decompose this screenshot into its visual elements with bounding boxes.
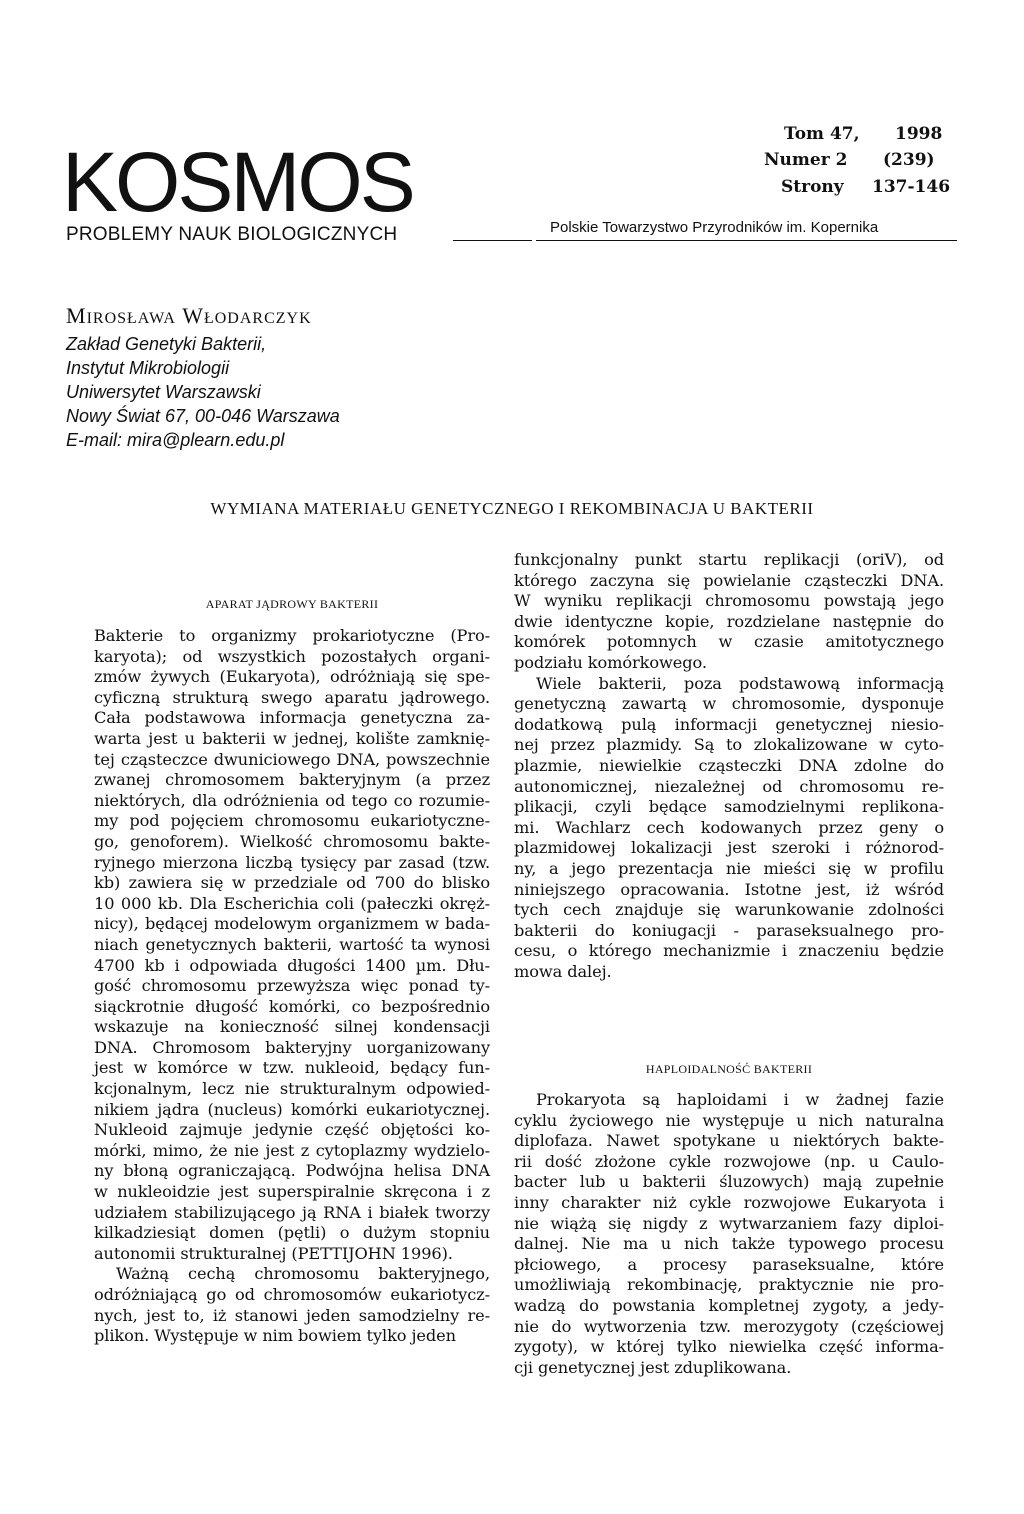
text-line: kilkadziesiąt domen (pętli) o dużym stopniu	[94, 1223, 490, 1243]
text-line: bacter lub u bakterii śluzowych) mają zupełnie	[514, 1172, 944, 1192]
text-line: nej przez plazmidy. Są to zlokalizowane w cyto-	[514, 735, 944, 755]
text-line: ryjnego mierzona liczbą tysięcy par zasad (tzw.	[94, 852, 490, 872]
text-line: bakterii do koniugacji - paraseksualnego pro-	[514, 920, 944, 940]
text-line: nie wiążą się nigdy z wytwarzaniem fazy diploi-	[514, 1213, 944, 1233]
text-line: Prokaryota są haploidami i w żadnej fazie	[536, 1090, 944, 1109]
text-line: cesu, o którego mechanizmie i znaczeniu będzie	[514, 941, 944, 961]
text-line: genetyczną zawartą w chromosomie, dysponuje	[514, 694, 944, 714]
text-line: warta jest u bakterii w jednej, kolište zamknię-	[94, 728, 490, 748]
publisher: Polskie Towarzystwo Przyrodników im. Kopernika	[550, 219, 879, 236]
text-line: DNA. Chromosom bakteryjny uorganizowany	[94, 1037, 490, 1057]
text-line: nikiem jądra (nucleus) komórki eukariotycznej.	[94, 1099, 490, 1119]
header-rule-left	[453, 240, 532, 241]
affiliation-address: Nowy Świat 67, 00-046 Warszawa	[66, 406, 340, 426]
text-line: udziałem stabilizującego ją RNA i białek tworzy	[94, 1202, 490, 1222]
text-line: zwanej chromosomem bakteryjnym (a przez	[94, 770, 490, 790]
section-heading-haploidy: HAPLOIDALNOŚĆ BAKTERII	[645, 1062, 813, 1076]
right-column-text	[514, 550, 944, 982]
text-line: komórek potomnych w czasie amitotycznego	[514, 632, 944, 652]
text-line: w nukleoidzie jest superspiralnie skręcona i z	[94, 1182, 490, 1202]
text-line: Ważną cechą chromosomu bakteryjnego,	[116, 1264, 490, 1284]
text-line: autonomicznej, niezależnej od chromosomu re-	[514, 776, 944, 796]
text-line: nych, jest to, iż stanowi jeden samodzielny re-	[94, 1305, 490, 1325]
text-line: cji genetycznej jest zduplikowana.	[514, 1357, 792, 1377]
text-line: mowa dalej.	[514, 961, 612, 981]
text-line: mi. Wachlarz cech kodowanych przez geny o	[514, 817, 944, 837]
volume-label: Tom 47,	[784, 124, 860, 144]
text-line: tej cząsteczce dwuniciowego DNA, powszechnie	[94, 749, 490, 769]
text-line: podziału komórkowego.	[514, 652, 707, 672]
text-line: go, genoforem). Wielkość chromosomu bakte-	[94, 831, 490, 851]
text-line: Bakterie to organizmy prokariotyczne (Pro-	[94, 626, 490, 645]
text-line: kcjonalnym, lecz nie strukturalnym odpowied-	[94, 1079, 490, 1099]
affiliation-institute: Instytut Mikrobiologii	[66, 358, 230, 378]
number-value: (239)	[883, 150, 935, 170]
header-rule-right	[536, 240, 957, 241]
text-line: dwie identyczne kopie, rozdzielane następnie do	[514, 611, 944, 631]
text-line: plazmie, niewielkie cząsteczki DNA zdolne do	[514, 755, 944, 775]
text-line: nie do wytworzenia tzw. merozygoty (częściowej	[514, 1316, 944, 1336]
affiliation-department: Zakład Genetyki Bakterii,	[66, 334, 267, 354]
text-line: siąckrotnie długość komórki, co bezpośrednio	[94, 996, 490, 1016]
text-line: jest w komórce w tzw. nukleoid, będący fun-	[94, 1058, 490, 1078]
text-line: odróżniającą go od chromosomów eukariotycz-	[94, 1285, 490, 1304]
text-line: W wyniku replikacji chromosomu powstają jego	[514, 591, 944, 611]
text-line: wadzą do powstania kompletnej zygoty, a jedy-	[514, 1295, 944, 1315]
text-line: funkcjonalny punkt startu replikacji (oriV), od	[514, 550, 944, 569]
text-line: kb) zawiera się w przedziale od 700 do blisko	[94, 873, 490, 893]
article-title: WYMIANA MATERIAŁU GENETYCZNEGO I REKOMBINACJA U BAKTERII	[210, 499, 814, 518]
section-heading-nuclear-apparatus: APARAT JĄDROWY BAKTERII	[205, 597, 379, 611]
text-line: plikon. Występuje w nim bowiem tylko jeden	[94, 1326, 456, 1346]
pages-label: Strony	[781, 177, 844, 197]
text-line: mórki, mimo, że nie jest z cytoplazmy wydzielo-	[94, 1140, 490, 1160]
text-line: ny błoną ograniczającą. Podwójna helisa DNA	[94, 1161, 490, 1181]
text-line: dalnej. Nie ma u nich także typowego procesu	[514, 1234, 944, 1254]
text-line: gość chromosomu przewyższa więc ponad ty-	[94, 976, 490, 996]
right-column-text-2	[514, 1090, 944, 1378]
text-line: cyficzną strukturą swego aparatu jądrowego.	[94, 687, 490, 707]
text-line: umożliwiają rekombinację, praktycznie nie pro-	[514, 1275, 944, 1295]
affiliation-university: Uniwersytet Warszawski	[66, 382, 261, 402]
volume-year: 1998	[895, 124, 943, 144]
text-line: zmów żywych (Eukaryota), odróżniają się spe-	[94, 667, 490, 687]
text-line: Nukleoid zajmuje jedynie część objętości ko-	[94, 1120, 490, 1140]
text-line: wskazuje na konieczność silnej kondensacji	[94, 1017, 490, 1037]
text-line: plikacji, czyli będące samodzielnymi replikona-	[514, 797, 944, 817]
text-line: 10 000 kb. Dla Escherichia coli (pałeczki okręż-	[94, 893, 490, 913]
text-line: Wiele bakterii, poza podstawową informacją	[536, 673, 944, 693]
pages-value: 137-146	[872, 177, 951, 197]
text-line: nicy), będącej modelowym organizmem w bada-	[94, 914, 490, 934]
text-line: rii dość złożone cykle rozwojowe (np. u Caulo-	[514, 1151, 944, 1171]
text-line: my pod pojęciem chromosomu eukariotyczne-	[94, 811, 490, 831]
text-line: karyota); od wszystkich pozostałych organi-	[94, 646, 490, 666]
text-line: inny charakter niż cykle rozwojowe Eukaryota i	[514, 1192, 944, 1212]
number-label: Numer 2	[764, 150, 848, 170]
text-line: 4700 kb i odpowiada długości 1400 µm. Dłu-	[94, 955, 490, 975]
text-line: którego zaczyna się powielanie cząsteczki DNA.	[514, 570, 944, 590]
journal-subtitle: PROBLEMY NAUK BIOLOGICZNYCH	[66, 224, 398, 245]
text-line: dodatkową pulą informacji genetycznej niesio-	[514, 714, 944, 734]
text-line: ny, a jego prezentacja nie mieści się w profilu	[514, 858, 944, 878]
text-line: diplofaza. Nawet spotykane u niektórych bakte-	[514, 1131, 944, 1151]
text-line: autonomii strukturalnej (PETTIJOHN 1996).	[94, 1243, 453, 1263]
text-line: niektórych, dla odróżnienia od tego co rozumie-	[94, 790, 490, 810]
text-line: Cała podstawowa informacja genetyczna za-	[94, 708, 490, 728]
text-line: niniejszego opracowania. Istotne jest, iż wśród	[514, 879, 944, 899]
text-line: plazmidowej lokalizacji jest szeroki i różnorod-	[514, 838, 944, 858]
text-line: tych cech znajduje się warunkowanie zdolności	[514, 900, 944, 920]
text-line: zygoty), w której tylko niewielka część informa-	[514, 1337, 944, 1357]
text-line: cyklu życiowego nie występuje u nich naturalna	[514, 1110, 944, 1130]
text-line: płciowego, a procesy paraseksualne, które	[514, 1254, 944, 1274]
left-column-text	[94, 626, 490, 1347]
affiliation-email: E-mail: mira@plearn.edu.pl	[66, 430, 285, 450]
journal-title: KOSMOS	[62, 135, 413, 229]
author-name: MIROSŁAWA WŁODARCZYK	[66, 303, 312, 328]
text-line: niach genetycznych bakterii, wartość ta wynosi	[94, 934, 490, 954]
